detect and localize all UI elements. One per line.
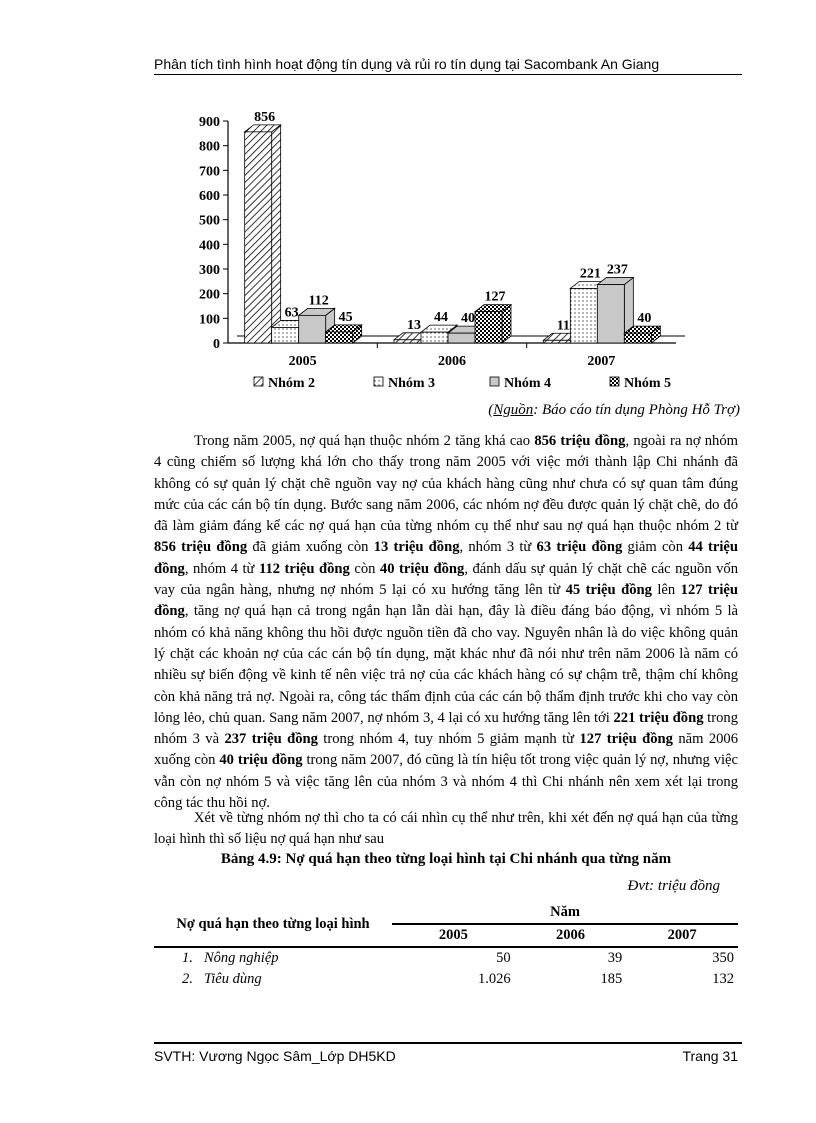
bar-side [272, 125, 281, 343]
bar [299, 315, 326, 343]
table-cell: 132 [712, 971, 734, 987]
data-label: 13 [407, 317, 421, 333]
y-tick-label: 900 [199, 115, 220, 130]
text-run: trong nhóm 3 và [154, 709, 738, 748]
data-label: 112 [308, 293, 329, 309]
data-label: 11 [556, 318, 570, 334]
footer-author: SVTH: Vương Ngọc Sâm_Lớp DH5KD [154, 1048, 396, 1064]
data-label: 44 [434, 310, 448, 326]
legend-swatch [610, 377, 619, 386]
bold-figure: 856 triệu đồng [534, 433, 626, 449]
y-tick-label: 400 [199, 238, 220, 254]
table-cell: 1.026 [478, 971, 511, 987]
bold-figure: 40 triệu đồng [379, 560, 465, 577]
legend-label: Nhóm 2 [268, 376, 316, 391]
row-index: 1. [182, 950, 193, 966]
text-run: lên [651, 582, 681, 599]
table-cell: 185 [600, 971, 623, 987]
y-tick-label: 300 [199, 263, 220, 278]
text-run: Trong năm 2005, nợ quá hạn thuộc nhóm 2 tăng khá cao [194, 433, 535, 449]
col-header-year: 2006 [515, 924, 627, 947]
legend-label: Nhóm 5 [624, 376, 672, 391]
table-cell: 39 [607, 950, 623, 966]
table-unit: Đvt: triệu đồng [627, 878, 720, 894]
y-tick-label: 200 [199, 287, 220, 303]
data-label: 45 [338, 309, 353, 325]
bar [448, 333, 475, 343]
text-run: trong nhóm 4, tuy nhóm 5 giảm mạnh từ [317, 731, 580, 748]
header-title: Phân tích tình hình hoạt động tín dụng và rủi ro tín dụng tại Sacombank An Giang [154, 56, 660, 72]
legend-label: Nhóm 3 [388, 376, 436, 391]
paragraph-1 [154, 431, 738, 814]
footer-page-number: Trang 31 [682, 1048, 738, 1064]
col-header-year: 2005 [392, 924, 515, 947]
text-run: giảm còn [622, 539, 689, 556]
text-run: còn [349, 560, 380, 577]
paragraph-2: Xét về từng nhóm nợ thì cho ta có cái nhìn cụ thể như trên, khi xét đến nợ quá hạn của từng loại hình thì số liệu nợ quá hạn như sau [154, 810, 738, 848]
text-run: , tăng nợ quá hạn cả trong ngắn hạn lẫn dài hạn, đây là điều đáng báo động, vì nhóm 5 là nhóm có khả năng không thu hồi được nguồn tiền đã cho vay. Nguyên nhân là do việc không quản lý chặt các khoản nợ của các cán bộ tín dụng, mặt khác như đã nói như trên năm 2006 là năm có nhiều sự biến động về kinh tế nên việc trả nợ của các khách hàng có sự chậm trễ, thậm chí không còn khả năng trả nợ. Ngoài ra, công tác thẩm định của các cán bộ thẩm định trước khi cho vay còn lỏng lẻo, chủ quan. Sang năm 2007, nợ nhóm 3, 4 lại có xu hướng tăng lên tới [154, 603, 738, 726]
table-row [154, 947, 738, 969]
intro-paragraph [154, 808, 738, 851]
x-tick-label: 2006 [438, 354, 466, 369]
bold-figure: 127 triệu đồng [154, 582, 739, 620]
source-prefix: ( [488, 402, 494, 418]
bar [475, 312, 502, 343]
bold-figure: 237 triệu đồng [224, 731, 318, 748]
x-tick-label: 2007 [587, 354, 616, 369]
legend-swatch [254, 377, 263, 386]
row-label [154, 947, 392, 969]
legend-swatch [374, 377, 383, 386]
source-text: : Báo cáo tín dụng Phòng Hỗ Trợ) [533, 402, 740, 418]
data-label: 237 [606, 262, 628, 278]
bar [394, 340, 421, 343]
data-label: 127 [484, 289, 506, 305]
col-header-type: Nợ quá hạn theo từng loại hình [154, 902, 392, 947]
table-cell: 350 [712, 950, 734, 966]
y-tick-label: 0 [213, 337, 220, 352]
bar [597, 285, 624, 343]
y-tick-label: 100 [199, 312, 220, 328]
data-label: 40 [461, 311, 475, 327]
bold-figure: 856 triệu đồng [154, 539, 248, 556]
overdue-by-type-table [154, 902, 738, 990]
bar [272, 327, 299, 343]
table-title: Bảng 4.9: Nợ quá hạn theo từng loại hình tại Chi nhánh qua từng năm [220, 851, 672, 867]
text-run: , nhóm 3 từ [459, 539, 537, 556]
bar [421, 332, 448, 343]
col-header-year: 2007 [626, 924, 738, 947]
bar [326, 332, 353, 343]
bold-figure: 40 triệu đồng [219, 752, 303, 769]
bold-figure: 44 triệu đồng [154, 539, 739, 577]
bar [543, 340, 570, 343]
overdue-debt-chart [150, 100, 710, 400]
table-row [154, 969, 738, 990]
bar [570, 288, 597, 343]
bold-figure: 45 triệu đồng [565, 582, 652, 599]
bar [624, 333, 651, 343]
data-label: 40 [637, 311, 652, 327]
y-tick-label: 500 [199, 213, 220, 229]
y-tick-label: 600 [199, 189, 220, 204]
y-tick-label: 700 [199, 164, 220, 180]
data-label: 856 [254, 109, 276, 125]
text-run: năm 2006 xuống còn [154, 731, 739, 769]
bar [245, 132, 272, 343]
analysis-paragraph [154, 431, 738, 814]
data-label: 63 [284, 305, 299, 321]
x-tick-label: 2005 [288, 354, 317, 369]
page-header [154, 56, 742, 75]
text-run: , ngoài ra nợ nhóm 4 cũng chiếm số lượng khá lớn cho thấy trong năm 2005 với việc mới thành lập Chi nhánh đã không có sự quản lý chặt chẽ nguồn vay nợ của khách hàng cũng như chưa có sự quan tâm đúng mức của các cán bộ tín dụng. Bước sang năm 2006, các nhóm nợ đều được quản lý chặt chẽ, do đó đã làm giảm đáng kể các nợ quá hạn của từng nhóm cụ thể như sau nợ quá hạn thuộc nhóm 2 từ [154, 433, 738, 535]
text-run: , đánh dấu sự quản lý chặt chẽ các nguồn vốn vay của ngân hàng, nhưng nợ nhóm 5 lại có xu hướng tăng lên từ [154, 560, 739, 599]
text-run: , nhóm 4 từ [184, 560, 259, 577]
row-name: Nông nghiệp [204, 950, 279, 966]
row-name: Tiêu dùng [204, 971, 262, 987]
bold-figure: 127 triệu đồng [579, 731, 673, 748]
source-label: Nguồn [493, 402, 534, 418]
col-header-year-group: Năm [392, 902, 738, 924]
bold-figure: 63 triệu đồng [536, 539, 623, 556]
row-label [154, 969, 392, 990]
bold-figure: 221 triệu đồng [613, 709, 704, 726]
table-cell: 50 [496, 950, 511, 966]
legend-swatch [490, 377, 499, 386]
row-index: 2. [182, 971, 193, 987]
y-tick-label: 800 [199, 139, 220, 155]
text-run: đã giảm xuống còn [247, 539, 374, 556]
chart-source [150, 402, 740, 419]
legend-label: Nhóm 4 [504, 376, 552, 391]
text-run: trong năm 2007, đó cũng là tín hiệu tốt trong việc quản lý nợ, nhưng việc vẫn còn nợ nhóm 5 và việc tăng lên của nhóm 3 và nhóm 4 thì Chi nhánh nên xem xét lại trong công tác thu hồi nợ. [154, 752, 738, 812]
bold-figure: 112 triệu đồng [258, 560, 350, 577]
data-label: 221 [579, 266, 601, 282]
page-footer [154, 1042, 742, 1064]
bold-figure: 13 triệu đồng [373, 539, 460, 556]
